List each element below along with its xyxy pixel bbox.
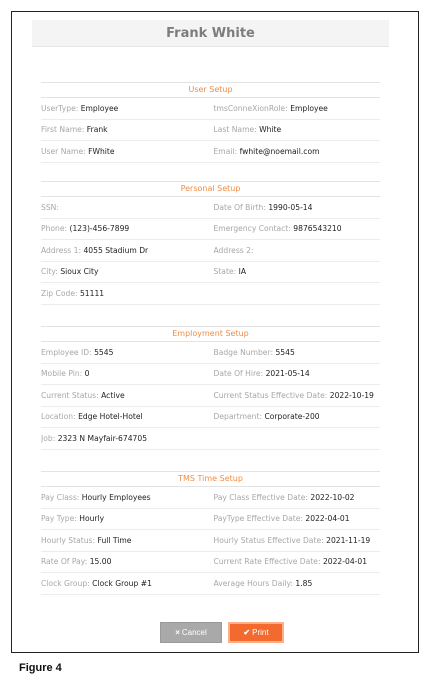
field-value: IA (238, 267, 247, 277)
field-row (41, 262, 380, 284)
section-1 (41, 181, 380, 305)
field-row (41, 428, 380, 450)
field-row (41, 120, 380, 142)
field-label: Current Status Effective Date: (213, 390, 328, 400)
field-cell (211, 369, 384, 378)
field-label: PayType Effective Date: (213, 514, 303, 524)
field-label: Pay Type: (41, 514, 77, 524)
field-label: First Name: (41, 125, 85, 135)
field-value: 2022-04-01 (322, 557, 368, 567)
field-cell (211, 348, 384, 357)
field-value: 0 (84, 369, 90, 379)
field-cell (211, 536, 384, 545)
section-3 (41, 471, 380, 595)
field-value: Clock Group #1 (92, 578, 152, 588)
field-row (41, 283, 380, 305)
field-value: 2021-11-19 (326, 535, 371, 545)
section-fields (41, 342, 380, 450)
field-cell (41, 369, 211, 378)
field-label: City: (41, 267, 58, 277)
field-cell (41, 391, 211, 400)
dialog-header (32, 20, 389, 47)
field-label: Department: (213, 412, 263, 422)
field-label: Hourly Status: (41, 535, 96, 545)
field-value: 15.00 (89, 557, 112, 567)
field-cell (211, 514, 384, 523)
field-label: Badge Number: (213, 347, 274, 357)
field-label: Job: (41, 433, 56, 443)
field-row (41, 509, 380, 531)
field-label: Mobile Pin: (41, 369, 83, 379)
field-label: Last Name: (213, 125, 257, 135)
field-cell (211, 246, 384, 255)
field-value: Hourly (79, 514, 105, 524)
field-value: 4055 Stadium Dr (83, 245, 149, 255)
field-row (41, 385, 380, 407)
field-value: Edge Hotel-Hotel (78, 412, 143, 422)
field-row (41, 141, 380, 163)
field-cell (41, 557, 211, 566)
field-cell (211, 493, 384, 502)
field-label: Location: (41, 412, 76, 422)
field-cell (41, 434, 211, 443)
field-label: UserType: (41, 103, 79, 113)
field-cell (211, 147, 384, 156)
field-label: Date Of Hire: (213, 369, 264, 379)
field-row (41, 240, 380, 262)
field-value: Hourly Employees (81, 492, 151, 502)
field-label: Hourly Status Effective Date: (213, 535, 324, 545)
field-label: Phone: (41, 224, 68, 234)
field-row (41, 530, 380, 552)
field-value: 2022-10-19 (329, 390, 374, 400)
section-2 (41, 326, 380, 450)
section-title: Personal Setup (41, 181, 380, 197)
field-cell (211, 104, 384, 113)
section-fields (41, 98, 380, 163)
field-label: Address 1: (41, 245, 82, 255)
section-title: Employment Setup (41, 326, 380, 342)
field-row (41, 573, 380, 595)
field-row (41, 364, 380, 386)
field-cell (41, 104, 211, 113)
field-label: Address 2: (213, 245, 254, 255)
field-value: 9876543210 (293, 224, 342, 234)
field-cell (211, 579, 384, 588)
section-fields (41, 487, 380, 595)
field-row (41, 552, 380, 574)
field-cell (41, 493, 211, 502)
print-button[interactable] (228, 622, 284, 643)
section-title: User Setup (41, 82, 380, 98)
field-label: Rate Of Pay: (41, 557, 88, 567)
field-cell (41, 267, 211, 276)
field-label: Employee ID: (41, 347, 92, 357)
field-label: Average Hours Daily: (213, 578, 293, 588)
field-value: 5545 (275, 347, 295, 357)
field-cell (41, 514, 211, 523)
close-icon: × (175, 628, 180, 637)
field-value: fwhite@noemail.com (239, 146, 320, 156)
field-label: Emergency Contact: (213, 224, 291, 234)
field-cell (41, 289, 211, 298)
field-label: Email: (213, 146, 238, 156)
field-row (41, 407, 380, 429)
field-value: Full Time (97, 535, 132, 545)
field-cell (211, 557, 384, 566)
field-value: 1990-05-14 (268, 202, 313, 212)
field-cell (41, 579, 211, 588)
field-label: Current Rate Effective Date: (213, 557, 321, 567)
field-value: 2022-04-01 (305, 514, 350, 524)
field-value: Sioux City (60, 267, 99, 277)
field-row (41, 219, 380, 241)
field-cell (211, 125, 384, 134)
field-cell (211, 391, 384, 400)
section-title: TMS Time Setup (41, 471, 380, 487)
field-label: User Name: (41, 146, 86, 156)
field-label: Date Of Birth: (213, 202, 266, 212)
cancel-button[interactable] (160, 622, 222, 643)
page-title: Frank White (166, 26, 255, 41)
field-value: Frank (86, 125, 108, 135)
field-row (41, 197, 380, 219)
figure-caption: Figure 4 (19, 662, 62, 674)
field-cell (41, 125, 211, 134)
field-value: (123)-456-7899 (69, 224, 130, 234)
field-label: Pay Class: (41, 492, 80, 502)
section-fields (41, 197, 380, 305)
field-cell (41, 412, 211, 421)
field-cell (41, 224, 211, 233)
cancel-label: Cancel (181, 628, 207, 637)
field-value: White (259, 125, 282, 135)
field-label: Clock Group: (41, 578, 90, 588)
field-value: Employee (80, 103, 119, 113)
field-cell (211, 267, 384, 276)
print-label: Print (252, 628, 269, 637)
field-value: 2323 N Mayfair-674705 (57, 433, 148, 443)
field-label: State: (213, 267, 237, 277)
field-value: 1.85 (295, 578, 313, 588)
field-cell (41, 536, 211, 545)
field-row (41, 342, 380, 364)
field-value: Corporate-200 (264, 412, 320, 422)
field-row (41, 98, 380, 120)
field-value: Active (101, 390, 125, 400)
field-label: tmsConneXionRole: (213, 103, 288, 113)
field-label: Pay Class Effective Date: (213, 492, 308, 502)
field-cell (41, 348, 211, 357)
field-cell (211, 203, 384, 212)
check-icon: ✔ (243, 628, 251, 637)
field-label: Current Status: (41, 390, 99, 400)
field-row (41, 487, 380, 509)
section-0 (41, 82, 380, 163)
field-cell (41, 203, 211, 212)
field-cell (211, 224, 384, 233)
field-cell (41, 147, 211, 156)
field-cell (211, 412, 384, 421)
field-value: 2021-05-14 (265, 369, 310, 379)
field-label: Zip Code: (41, 288, 78, 298)
field-label: SSN: (41, 202, 59, 212)
field-cell (41, 246, 211, 255)
field-value: FWhite (88, 146, 115, 156)
field-value: 5545 (94, 347, 114, 357)
field-value: 2022-10-02 (310, 492, 355, 502)
field-value: 51111 (79, 288, 105, 298)
field-value: Employee (290, 103, 328, 113)
